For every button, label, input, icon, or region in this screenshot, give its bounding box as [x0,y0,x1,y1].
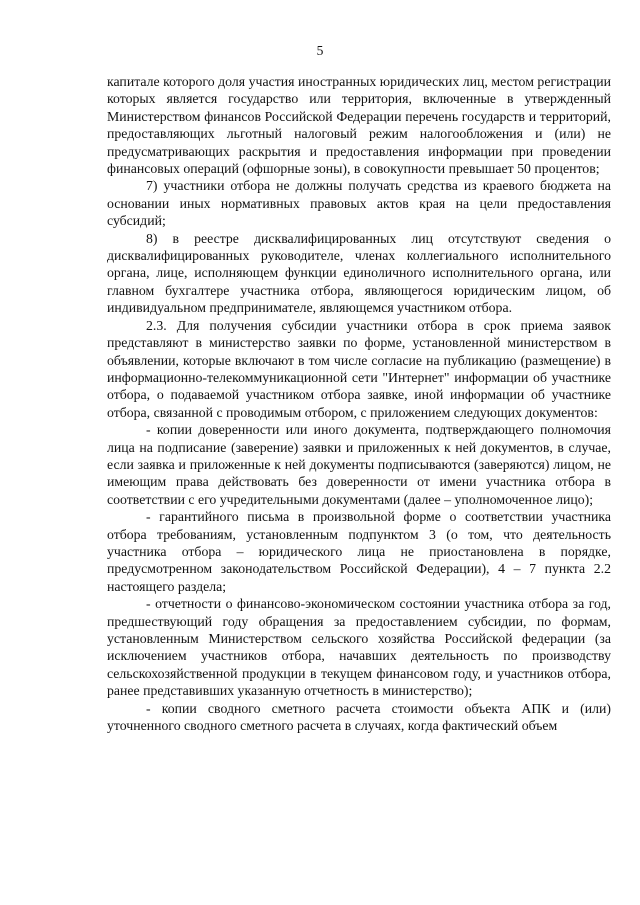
paragraph-item-8: 8) в реестре дисквалифицированных лиц отсутствуют сведения о дисквалифицированных руководителе, членах коллегиального исполнительного органа, лице, исполняющем функции единоличного исполнительного органа, или главном бухгалтере участника отбора, являющегося юридическим лицом, об индивидуальном предпринимателе, являющемся участником отбора. [107,230,611,316]
list-item-cost-estimate: - копии сводного сметного расчета стоимости объекта АПК и (или) уточненного сводного сметного расчета в случаях, когда фактический объем [107,700,611,734]
list-item-guarantee-letter: - гарантийного письма в произвольной форме о соответствии участника отбора требованиям, установленным подпунктом 3 (о том, что деятельность участника отбора – юридического лица не приостановлена в порядке, предусмотренном законодательством Российской Федерации), 4 – 7 пункта 2.2 настоящего раздела; [107,509,611,594]
list-item-financial-reporting: - отчетности о финансово-экономическом состоянии участника отбора за год, предшествующий году обращения за предоставлением субсидии, по формам, установленным Министерством сельского хозяйства Российской федерации (за исключением участников отбора, начавших деятельность по производству сельскохозяйственной продукции в текущем финансовом году, и участников отбора, ранее представивших указанную отчетность в министерство); [107,596,611,699]
paragraph-item-7: 7) участники отбора не должны получать средства из краевого бюджета на основании иных нормативных правовых актов края на цели предоставления субсидий; [107,178,611,229]
list-item-power-of-attorney: - копии доверенности или иного документа, подтверждающего полномочия лица на подписание (заверение) заявки и приложенных к ней документов, в случае, если заявка и приложенные к ней документы подписываются (заверяются) лицом, не имеющим права действовать без доверенности от имени участника отбора в соответствии с его учредительными документами (далее – уполномоченное лицо); [107,422,611,507]
page-number: 5 [316,43,324,58]
paragraph-offshore-continuation: капитале которого доля участия иностранных юридических лиц, местом регистрации которых является государство или территория, включенные в утвержденный Министерством финансов Российской Федерации перечень государств и территорий, предоставляющих льготный налоговый режим налогообложения и (или) не предусматривающих раскрытия и предоставления информации при проведении финансовых операций (офшорные зоны), в совокупности превышает 50 процентов; [107,74,611,177]
document-body [107,73,611,734]
paragraph-section-2-3: 2.3. Для получения субсидии участники отбора в срок приема заявок представляют в министерство заявки по форме, установленной министерством в объявлении, которые включают в том числе согласие на публикацию (размещение) в информационно-телекоммуникационной сети "Интернет" информации об участнике отбора, о подаваемой участником отбора заявке, иной информации об участнике отбора, связанной с проводимым отбором, с приложением следующих документов: [107,317,611,420]
